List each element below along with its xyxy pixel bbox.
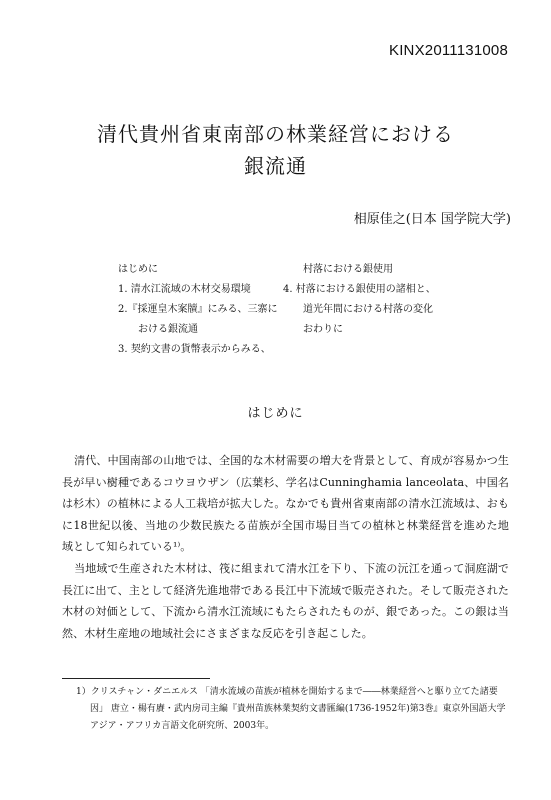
toc-item: はじめに [118,264,158,275]
toc-item: 1. 清水江流域の木材交易環境 [118,284,251,295]
paragraph: 清代、中国南部の山地では、全国的な木材需要の増大を背景として、育成が容易かつ生長が早い樹種であるコウヨウザン（広葉杉、学名はCunninghamia lanceolata、中国名は杉木）の植林による人工栽培が拡大した。なかでも貴州省東南部の清水江流域は、おもに18世紀以後、当地の少数民族たる苗族が全国市場目当ての植林と林業経営を進めた地域として知られている¹⁾。 [62,454,509,554]
toc-item-continuation: おける銀流通 [138,324,198,335]
footnotes [76,684,506,735]
section-heading: はじめに [247,406,304,421]
document-id: KINX2011131008 [388,42,508,59]
footnote: 1）クリスチャン・ダニエルス 「清水流域の苗族が植林を開始するまで――林業経営へと駆り立てた諸要因」 唐立・楊有賡・武内房司主編『貴州苗族林業契約文書匯編(1736-1952年)第3巻』東京外国語大学アジア・アフリカ言語文化研究所、2003年。 [76,687,506,731]
paper-title-line-2: 銀流通 [244,154,307,178]
author-affiliation: 相原佳之(日本 国学院大学) [353,212,511,227]
toc-item-continuation: 村落における銀使用 [303,264,393,275]
paper-title-line-1: 清代貴州省東南部の林業経営における [97,122,454,146]
footnote-divider [62,678,210,679]
toc-item: 4. 村落における銀使用の諸相と、 [283,284,436,295]
toc-item: 3. 契約文書の貨幣表示からみる、 [118,344,271,355]
paragraph: 当地域で生産された木材は、筏に組まれて清水江を下り、下流の沅江を通って洞庭湖で長江に出て、主として経済先進地帯である長江中下流域で販売された。そして販売された木材の対価として、下流から清水江流域にもたらされたものが、銀であった。この銀は当然、木材生産地の地域社会にさまざまな反応を引き起こした。 [62,561,509,640]
body-text [62,450,509,644]
toc-item: 2.『採運皇木案牘』にみる、三寨に [118,304,278,315]
table-of-contents-right [283,260,513,340]
toc-item-continuation: 道光年間における村落の変化 [303,304,433,315]
table-of-contents-left [118,260,288,360]
toc-item: おわりに [303,324,343,335]
